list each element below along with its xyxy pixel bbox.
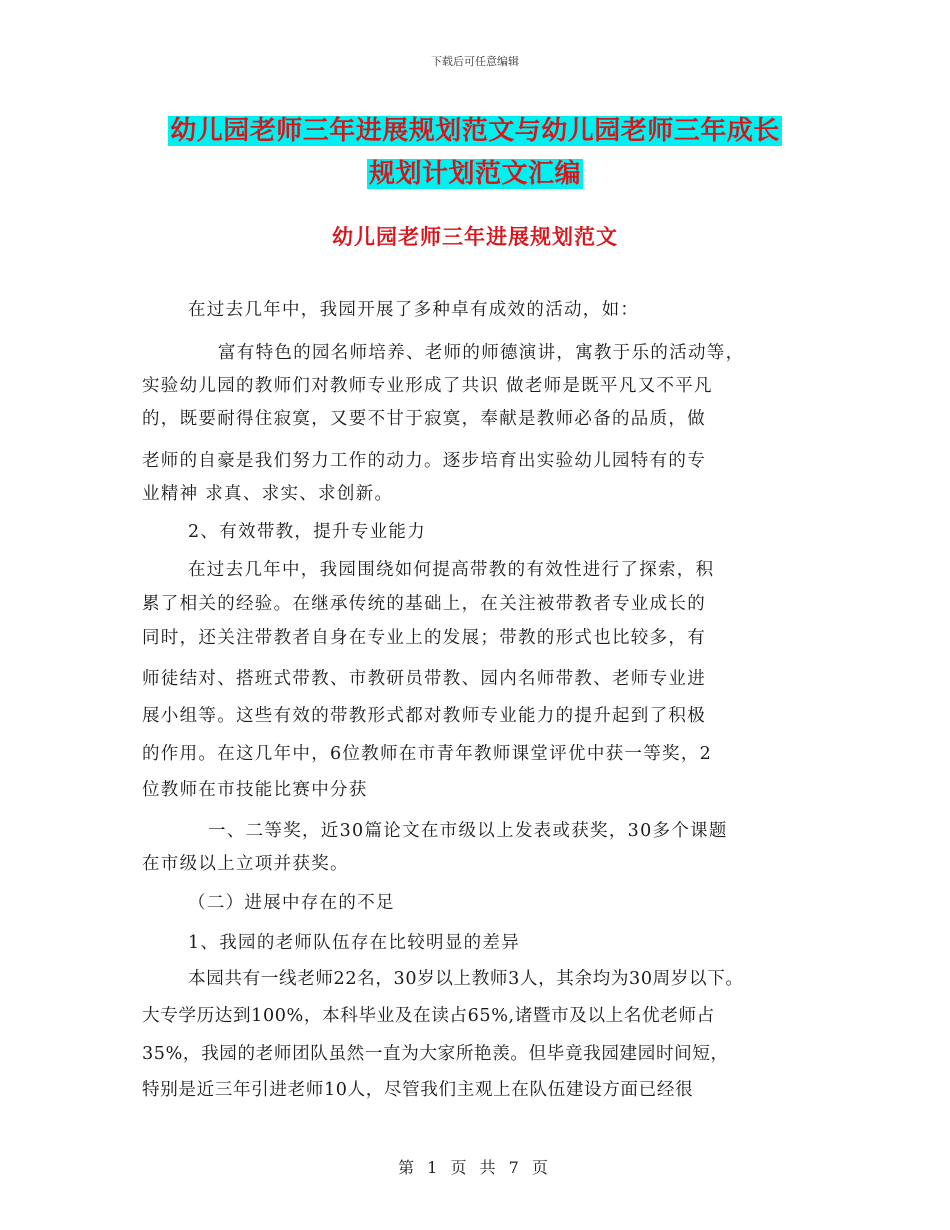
body-line: 师徒结对、搭班式带教、市教研员带教、园内名师带教、老师专业进 (142, 669, 706, 689)
body-line: 2、有效带教，提升专业能力 (188, 522, 427, 542)
body-line: 本园共有一线老师22名，30岁以上教师3人，其余均为30周岁以下。 (188, 969, 744, 989)
body-line: 一、二等奖，近30篇论文在市级以上发表或获奖，30多个课题 (208, 821, 728, 841)
body-line: 大专学历达到100%，本科毕业及在读占65%,诸暨市及以上名优老师占 (142, 1006, 715, 1026)
body-line: 老师的自豪是我们努力工作的动力。逐步培育出实验幼儿园特有的专 (142, 451, 706, 471)
section-title: 幼儿园老师三年进展规划范文 (332, 225, 618, 249)
body-line: 位教师在市技能比赛中分获 (142, 780, 368, 800)
document-title-line-1: 幼儿园老师三年进展规划范文与幼儿园老师三年成长 (170, 116, 780, 146)
body-line: 同时，还关注带教者自身在专业上的发展；带教的形式也比较多，有 (142, 628, 706, 648)
body-line: 业精神 求真、求实、求创新。 (142, 484, 394, 504)
body-line: 在市级以上立项并获奖。 (142, 854, 349, 874)
body-line: 累了相关的经验。在继承传统的基础上，在关注被带教者专业成长的 (142, 594, 706, 614)
document-title-line-2: 规划计划范文汇编 (368, 159, 581, 189)
body-line: 的作用。在这几年中，6位教师在市青年教师课堂评优中获一等奖，2 (142, 744, 713, 764)
body-line: 富有特色的园名师培养、老师的师德演讲，寓教于乐的活动等， (218, 343, 745, 363)
body-line: 的，既要耐得住寂寞，又要不甘于寂寞，奉献是教师必备的品质，做 (142, 409, 706, 429)
body-line: 展小组等。这些有效的带教形式都对教师专业能力的提升起到了积极 (142, 706, 706, 726)
body-line: 在过去几年中，我园围绕如何提高带教的有效性进行了探索，积 (188, 560, 715, 580)
page-header-note: 下载后可任意编辑 (431, 55, 519, 68)
body-line: 在过去几年中，我园开展了多种卓有成效的活动，如： (188, 300, 640, 320)
body-line: 实验幼儿园的教师们对教师专业形成了共识 做老师是既平凡又不平凡 (142, 376, 713, 396)
body-line: 1、我园的老师队伍存在比较明显的差异 (188, 933, 521, 953)
body-line: 35%，我园的老师团队虽然一直为大家所艳羡。但毕竟我园建园时间短， (142, 1044, 729, 1064)
body-line: 特别是近三年引进老师10人，尽管我们主观上在队伍建设方面已经很 (142, 1080, 694, 1100)
body-line: （二）进展中存在的不足 (188, 893, 395, 913)
page-footer: 第 1 页 共 7 页 (398, 1158, 552, 1177)
